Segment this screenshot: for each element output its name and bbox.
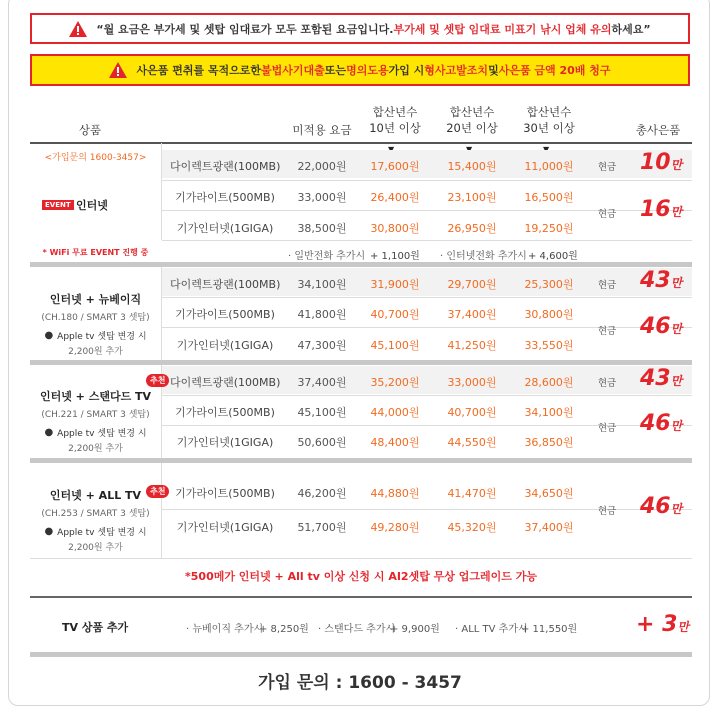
- apple-icon: ●: [44, 330, 54, 341]
- notice2-text-c: 가입 시: [388, 64, 425, 77]
- section-divider: [30, 262, 692, 267]
- table-top-line: [30, 142, 692, 144]
- notice2-red-4: 사은품 금액 20배 청구: [498, 64, 611, 77]
- plan-name: 기가라이트(500MB): [175, 487, 275, 500]
- price-20y: 41,470원: [447, 487, 497, 500]
- price-10y: 44,000원: [370, 406, 420, 419]
- notice1-text-a: “월 요금은 부가세 및 셋탑 임대료가 모두 포함된 요금입니다.: [96, 22, 394, 36]
- price-20y: 23,100원: [447, 191, 497, 204]
- price-30y: 34,100원: [524, 406, 574, 419]
- price-10y: 35,200원: [370, 376, 420, 389]
- upgrade-note: *500메가 인터넷 + All tv 이상 신청 시 AI2셋탑 무상 업그레이드 가능: [185, 570, 537, 583]
- price-10y: 49,280원: [370, 521, 420, 534]
- recommend-badge: 추천: [146, 485, 169, 498]
- price-20y: 37,400원: [447, 308, 497, 321]
- price-30y: 33,550원: [524, 339, 574, 352]
- price-30y: 36,850원: [524, 436, 574, 449]
- price-30y: 19,250원: [524, 222, 574, 235]
- cash-label: 현금: [597, 209, 617, 220]
- cash-label: 현금: [597, 280, 617, 291]
- header-30y: 합산년수 30년 이상: [523, 105, 575, 135]
- section-divider: [30, 458, 692, 463]
- price-10y: 26,400원: [370, 191, 420, 204]
- gift-amount: 10만: [640, 150, 683, 175]
- price-20y: 45,320원: [447, 521, 497, 534]
- notice2-text-d: 및: [488, 64, 499, 77]
- plan-name: 기가인터넷(1GIGA): [176, 339, 274, 352]
- notice2-text-b: 또는: [324, 64, 347, 77]
- phone-add-price: + 1,100원: [370, 251, 420, 262]
- tv-add-standard: · 스탠다드 추가시: [318, 624, 396, 635]
- cash-label: 현금: [597, 506, 617, 517]
- apple-icon: ●: [44, 526, 54, 537]
- basic-label: 인터넷 + 뉴베이직 (CH.180 / SMART 3 셋탑) ● Apple tv 셋탑 변경 시 2,200원 추가: [41, 293, 150, 357]
- wifi-event: * WiFi 무료 EVENT 진행 중: [42, 248, 149, 257]
- price-30y: 16,500원: [524, 191, 574, 204]
- internet-title: 인터넷: [76, 199, 108, 212]
- tv-add-standard-price: + 9,900원: [390, 624, 440, 635]
- plan-price: 46,200원: [297, 487, 347, 500]
- price-30y: 11,000원: [524, 160, 574, 173]
- cash-label: 현금: [597, 162, 617, 173]
- price-10y: 45,100원: [370, 339, 420, 352]
- plan-name: 기가라이트(500MB): [175, 406, 275, 419]
- standard-label: 인터넷 + 스탠다드 TV (CH.221 / SMART 3 셋탑) ● Apple tv 셋탑 변경 시 2,200원 추가: [39, 390, 152, 454]
- cash-label: 현금: [597, 378, 617, 389]
- price-10y: 17,600원: [370, 160, 420, 173]
- header-20y: 합산년수 20년 이상: [446, 105, 498, 135]
- section-divider: [30, 360, 692, 365]
- plan-name: 기가인터넷(1GIGA): [176, 521, 274, 534]
- plan-price: 38,500원: [297, 222, 347, 235]
- gift-amount: 46만: [640, 411, 683, 436]
- event-badge: EVENT: [42, 200, 74, 210]
- plan-price: 51,700원: [297, 521, 347, 534]
- price-10y: 48,400원: [370, 436, 420, 449]
- tv-add-all-price: + 11,550원: [521, 624, 578, 635]
- plan-price: 47,300원: [297, 339, 347, 352]
- price-20y: 26,950원: [447, 222, 497, 235]
- notice2-red-1: 불법사기대출: [261, 64, 325, 77]
- tv-add-gift: + 3만: [636, 612, 689, 637]
- price-20y: 33,000원: [447, 376, 497, 389]
- phone-add-label: · 일반전화 추가시: [288, 251, 366, 262]
- plan-price: 22,000원: [297, 160, 347, 173]
- plan-name: 기가인터넷(1GIGA): [176, 436, 274, 449]
- plan-name: 기가라이트(500MB): [175, 308, 275, 321]
- plan-price: 34,100원: [297, 278, 347, 291]
- plan-price: 37,400원: [297, 376, 347, 389]
- plan-name: 다이렉트광랜(100MB): [170, 278, 281, 291]
- notice2-red-3: 형사고발조치: [424, 64, 489, 77]
- gift-amount: 46만: [640, 494, 683, 519]
- price-30y: 34,650원: [524, 487, 574, 500]
- plan-price: 45,100원: [297, 406, 347, 419]
- price-20y: 29,700원: [447, 278, 497, 291]
- tv-add-all: · ALL TV 추가시: [455, 624, 528, 635]
- header-product: 상품: [78, 123, 102, 137]
- notice-vat-included: [30, 13, 690, 44]
- price-30y: 25,300원: [524, 278, 574, 291]
- price-30y: 28,600원: [524, 376, 574, 389]
- notice2-red-2: 명의도용: [346, 64, 389, 77]
- plan-price: 33,000원: [297, 191, 347, 204]
- price-20y: 40,700원: [447, 406, 497, 419]
- header-10y: 합산년수 10년 이상: [369, 105, 421, 135]
- price-30y: 37,400원: [524, 521, 574, 534]
- warning-icon: [69, 21, 87, 37]
- tv-add-basic: · 뉴베이직 추가시: [186, 624, 264, 635]
- header-gift: 총사은품: [635, 123, 681, 137]
- header-unapplied: 미적용 요금: [292, 123, 352, 137]
- plan-price: 50,600원: [297, 436, 347, 449]
- plan-name: 다이렉트광랜(100MB): [170, 376, 281, 389]
- inquiry-label: <가입문의 1600-3457>: [44, 153, 147, 163]
- price-10y: 30,800원: [370, 222, 420, 235]
- apple-icon: ●: [44, 427, 54, 438]
- tv-add-basic-price: + 8,250원: [259, 624, 309, 635]
- cash-label: 현금: [597, 326, 617, 337]
- plan-name: 기가인터넷(1GIGA): [176, 222, 274, 235]
- gift-amount: 43만: [640, 268, 683, 293]
- cash-label: 현금: [597, 423, 617, 434]
- tv-add-label: TV 상품 추가: [62, 621, 129, 634]
- price-30y: 30,800원: [524, 308, 574, 321]
- gift-amount: 16만: [640, 197, 683, 222]
- plan-name: 다이렉트광랜(100MB): [170, 160, 281, 173]
- plan-price: 41,800원: [297, 308, 347, 321]
- gift-amount: 43만: [640, 366, 683, 391]
- contact-number[interactable]: 가입 문의 : 1600 - 3457: [258, 673, 462, 693]
- warning-icon: [109, 62, 127, 78]
- notice1-text-b: 하세요”: [611, 22, 651, 36]
- gift-amount: 46만: [640, 314, 683, 339]
- notice2-text-a: 사은품 편취를 목적으로한: [136, 64, 262, 77]
- price-20y: 15,400원: [447, 160, 497, 173]
- price-20y: 41,250원: [447, 339, 497, 352]
- price-10y: 44,880원: [370, 487, 420, 500]
- notice-fraud-warning: [30, 54, 690, 86]
- price-20y: 44,550원: [447, 436, 497, 449]
- price-10y: 40,700원: [370, 308, 420, 321]
- notice1-text-red: 부가세 및 셋탑 임대료 미표기 낚시 업체 유의: [393, 22, 612, 36]
- plan-name: 기가라이트(500MB): [175, 191, 275, 204]
- alltv-label: 인터넷 + ALL TV (CH.253 / SMART 3 셋탑) ● Apple tv 셋탑 변경 시 2,200원 추가: [41, 489, 150, 553]
- iptel-add-price: + 4,600원: [528, 251, 578, 262]
- section-divider: [30, 652, 692, 657]
- recommend-badge: 추천: [146, 374, 169, 387]
- iptel-add-label: · 인터넷전화 추가시: [440, 251, 527, 262]
- price-10y: 31,900원: [370, 278, 420, 291]
